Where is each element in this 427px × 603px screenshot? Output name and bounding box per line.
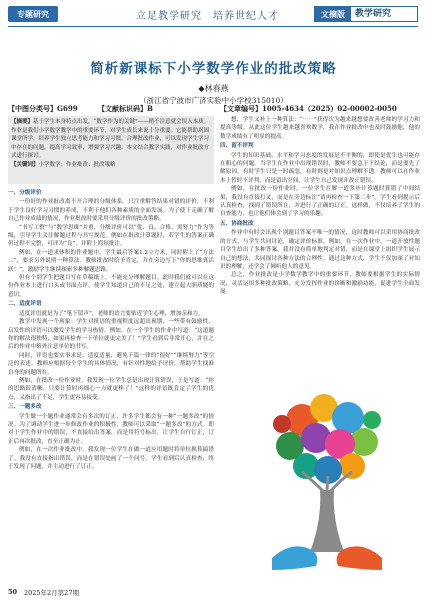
- issue-date: 2025年2月第27期: [24, 589, 79, 597]
- body-paragraph: 但有个别学生把题目写在草稿纸上，不能充分理解题目。此时我们就可以在这份作业本上进行口头或书面点评，使学生知道自己的不足之处，建立起大胆质疑的意识。: [8, 275, 214, 298]
- body-paragraph: 例如，在一次作业批改中，我发现一位学生在做一道应用题时将单位换算搞错了。我没有直接指出错误，而是在错误处画了一个问号。学生看到后认真检查，终于发现了问题，并主动进行了订正。: [8, 447, 214, 470]
- column-badge: 专题研究: [8, 6, 58, 22]
- body-column-right: [220, 116, 420, 330]
- document-code: 【文献标识码】B: [98, 104, 153, 113]
- section-heading: 五、协商批改: [220, 220, 254, 227]
- section-heading: 二、适度评语: [8, 301, 42, 308]
- category-right: 教学研究: [355, 9, 392, 19]
- category-badge: [314, 6, 418, 22]
- body-paragraph: 适度评语就是为了“笔下留声”，老师的语言要贴近学生心理，增加亲和力。: [19, 310, 204, 317]
- body-paragraph: 例如，在批改一份作业时，一位学生在解一道多步计算题时算错了中间结果，我没有直接打叉，而是在旁边标注“请再检查一下第二步”。学生看到提示后认真检查，找到了错误所在，并进行了正确的订正。这样做，不仅培养了学生的自查能力，也让他们体会到了学习的乐趣。: [220, 186, 420, 218]
- body-paragraph: 教学中发现一个现象：学生对批语的重视程度远超出预期，一些带有鼓励性、启发性的评语可以激发学生的学习热情。例如，在一个学生的作业中写道：“这道题你的解法很独特，如果再检查一下单位就更完美了！”学生看到后非常开心，并在之后的作业中格外注意单位的书写。: [8, 319, 214, 351]
- page-footer: [8, 588, 418, 598]
- body-paragraph: 同时，评语也要实事求是、适度适量，避免千篇一律的“很好”“继续努力”等空泛的表述。教师应根据每个学生的具体情况，有针对性地给予评价，帮助学生找准自身的问题所在。: [8, 352, 214, 376]
- body-paragraph: 例如，在批改一份作业时，我发现一位学生总是出现计算错误，于是写道：“你的思路很清晰，只要计算时再细心一点就更棒了！”这样的评语既肯定了学生的优点，又指出了不足，学生更容易接受。: [8, 377, 214, 401]
- section-heading: 三、一题多改: [8, 404, 42, 411]
- keywords-text: 小学数学；作业批改；批改策略: [38, 161, 116, 168]
- body-paragraph: 作业中有时会出现个别题目答案不唯一的情况，这时教师可以采用协商批改的方式，与学生共同讨论，确定评价标准。例如，在一次作业中，一道开放性题目学生给出了多种答案，我并没有简单地判定对错，而是在课堂上组织学生展示自己的想法，共同探讨各种方法的合理性。通过这种方式，学生不仅加深了对知识的理解，还学会了倾听他人的意见。: [220, 230, 420, 270]
- left-hand: [272, 546, 317, 570]
- body-paragraph: “书写工整”与“数学思维”并重，分级评价可以“优、良、合格、需努力”作为等级，引导学生关注解题过程与书写规范。例如在批改计算题时，若学生的答案正确但过程不完整，可评为“良”，并附上简短批注。: [8, 224, 214, 248]
- keywords-label: 【关键词】: [11, 161, 39, 168]
- article-affiliation: （浙江省宁波市广济实验中小学校315010）: [139, 96, 288, 105]
- header-divider: [8, 26, 418, 27]
- running-header: [8, 6, 418, 24]
- section-heading: 一、分级评价: [8, 190, 42, 196]
- body-paragraph: 想，学生又补上一种算法：“⋯⋯”获得次为越来越想要改善老师的学习力和提高等级。从此这位学生越来越喜欢数学，我在作业批改中也及时鼓励他，他的数学成绩有了明显的提高。: [220, 117, 420, 140]
- article-author: ◆林春燕: [198, 84, 229, 93]
- page-number: 50: [8, 588, 18, 596]
- body-paragraph: 学生做一个题作业通常会有多次的订正，许多学生都会有一种“一题多改”的情况。为了调动学生进一步修改作业的积极性，教师可以采取“一题多改”的方式。即对于学生作业中的错误，不直接给出答案，而是用符号标出，让学生自行订正，订正后再次批改，直至正确为止。: [8, 413, 214, 445]
- abstract-box: [8, 116, 214, 184]
- tree-trunk: [310, 490, 344, 552]
- body-paragraph: 一份好的作业批改离不开合理的分级体系。只注重解答结果对错的评价，不利于学生良好学习习惯的养成，不利于他们各种素质的全面发展。为了使干走确了解自己作业成绩的情况，作业批改时要采用分级评价的批改策略。: [8, 199, 214, 223]
- tree-hands-illustration: [262, 380, 392, 580]
- right-hand: [337, 546, 382, 570]
- classification-number: 【中图分类号】G699: [8, 104, 78, 113]
- article-title: 简析新课标下小学数学作业的批改策略: [90, 61, 337, 77]
- article-id: 【文章编号】1005-4634（2025）02-00002-0050: [220, 104, 397, 113]
- abstract-text: 基于学生本身特点出发，“数学作为的关键”——稍不注意就会误入本质。作业是我们小学数学教学中的重要环节，对学生成长来说十分重要。它能帮助巩固课堂所学，培养学生独立思考能力和学习习惯。合理批改作业，可以发现学生学习中存在的问题，提高学习效率，增强学习兴趣。本文结合教学实践，对作业批改方式进行探讨。: [11, 119, 210, 159]
- category-left: 文摘版: [315, 7, 351, 21]
- abstract-label: 【摘要】: [11, 119, 34, 125]
- body-column-left: [8, 188, 214, 574]
- body-paragraph: 总之，作业批改是小学数学教学中的重要环节，教师要根据学生的实际情况，灵活运用多种批改策略，充分发挥作业的诊断和激励功能，促进学生全面发展。: [220, 272, 420, 296]
- body-paragraph: 例如，在一道求体积的作业题中，学生最后答案1.2立方米，同时附上了“方法二”，要求另外说明一种算法。教师批改时给予肯定，并在旁边写下“你的思维真活跃！”，激励学生继续探索多种解题思路。: [8, 249, 214, 273]
- section-heading: 四、留不评判: [220, 143, 254, 150]
- foliage: [273, 394, 381, 484]
- body-paragraph: 学生的知识基础、水平和学习态度的发展是不平衡的，即使是优生也可能存在粗心的问题。当学生在作业中出现错误时，教师不要急于下结论，而是要先了解原因。有时学生只是一时疏忽，有时则是对知识点理解不透。教师可以在作业本上暂时不评判，而是留出空间，让学生自己发现并改正错误。: [220, 152, 420, 184]
- header-motto: 立足教学研究 培养世纪人才: [136, 11, 279, 22]
